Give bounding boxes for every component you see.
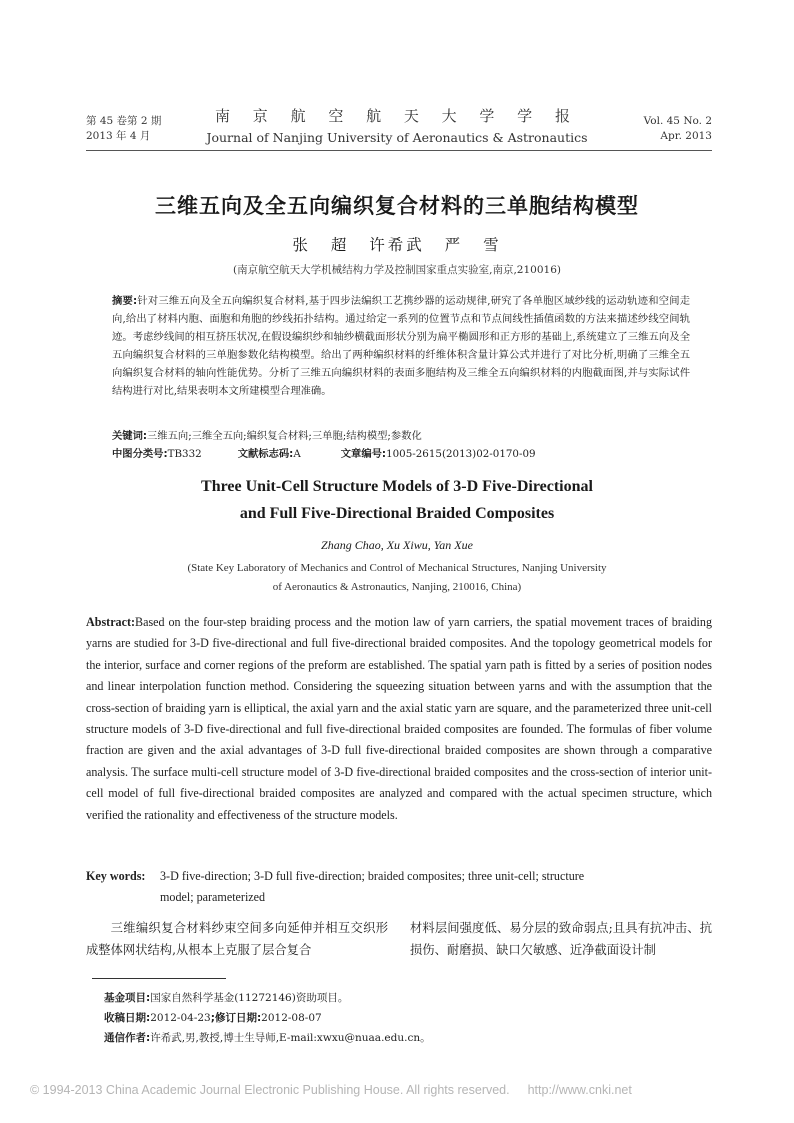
paper-title-en-line2: and Full Five-Directional Braided Composites [239,505,555,522]
abstract-cn-label: 摘要: [112,295,138,307]
footnote-corresponding [104,1028,704,1048]
keywords-cn-text: 三维五向;三维全五向;编织复合材料;三单胞;结构模型;参数化 [147,430,422,442]
keywords-en [86,866,712,909]
affiliation-en [0,559,794,597]
fund-text: 国家自然科学基金(11272146)资助项目。 [150,992,349,1004]
issue-volume: 第 45 卷第 2 期 [86,115,162,127]
paper-title-en-line1: Three Unit-Cell Structure Models of 3-D Five-Directional [201,478,593,495]
authors-cn: 张 超 许希武 严 雪 [292,236,502,254]
revised-label: ;修订日期: [210,1012,262,1024]
keywords-en-label: Key words: [86,869,146,883]
affiliation-en-line1: (State Key Laboratory of Mechanics and Control of Mechanical Structures, Nanjing University [187,562,607,574]
authors-en: Zhang Chao, Xu Xiwu, Yan Xue [321,538,473,552]
received-label: 收稿日期: [104,1012,151,1024]
abstract-en-text: Based on the four-step braiding process and the motion law of yarn carriers, the spatial movement traces of braiding yarns are studied for 3-D five-directional and full five-directional braided composites. And the topology geometrical models for the interior, surface and corner regions of the preform are established. The spatial yarn path is fitted by a series of position nodes and linear interpolation function method. Considering the squeezing situation between yarns and with the assumption that the cross-section of braiding yarn is elliptical, the axial yarn and the axial static yarn are square, and the parameterized three unit-cell structure models of 3-D five-directional and full five-directional braided composites are founded. The formulas of fiber volume fraction are given and the axial advantages of 3-D full five-directional braided composites are shown through a comparative analysis. The surface multi-cell structure model of 3-D five-directional braided composites and the cross-section of interior unit-cell model of full five-directional braided composites are analyzed and compared with the actual specimen structure, which verified the rationality and effectiveness of the structure models. [86,615,712,822]
journal-name-en: Journal of Nanjing University of Aeronautics & Astronautics [206,130,588,145]
abstract-en-label: Abstract: [86,615,136,629]
journal-masthead [200,106,594,147]
running-header-left [86,114,161,144]
cnki-link[interactable]: http://www.cnki.net [527,1083,632,1097]
abstract-en [86,612,712,826]
clc-code: TB332 [167,448,202,460]
paper-title-cn: 三维五向及全五向编织复合材料的三单胞结构模型 [155,194,639,218]
affiliation-cn: (南京航空航天大学机械结构力学及控制国家重点实验室,南京,210016) [233,264,561,276]
issue-date: 2013 年 4 月 [86,130,151,142]
fund-label: 基金项目: [104,992,151,1004]
doc-code-label: 文献标志码: [237,448,294,460]
keywords-cn [112,427,712,445]
article-no-label: 文章编号: [340,448,387,460]
footnote-dates [104,1008,704,1028]
issue-volume-en: Vol. 45 No. 2 [643,115,712,127]
paper-title-en [0,473,794,527]
abstract-cn [112,292,690,401]
issue-date-en: Apr. 2013 [660,130,712,142]
keywords-en-line1: 3-D five-direction; 3-D full five-direction; braided composites; three unit-cell; structure [160,869,585,883]
affiliation-en-line2: of Aeronautics & Astronautics, Nanjing, 210016, China) [272,581,522,593]
corr-label: 通信作者: [104,1032,151,1044]
body-column-left: 三维编织复合材料纱束空间多向延伸并相互交织形成整体网状结构,从根本上克服了层合复合 [86,921,388,957]
body-column-right: 材料层间强度低、易分层的致命弱点;且具有抗冲击、抗损伤、耐磨损、缺口欠敏感、近净截面设计制 [410,921,712,957]
doc-code: A [293,448,301,460]
corr-text: 许希武,男,教授,博士生导师,E-mail:xwxu@nuaa.edu.cn。 [150,1032,431,1044]
classification-line [112,445,712,463]
journal-name-cn: 南 京 航 空 航 天 大 学 学 报 [215,107,579,125]
revised-date: 2012-08-07 [261,1012,322,1024]
footnotes [104,988,704,1048]
received-date: 2012-04-23 [150,1012,211,1024]
header-divider [86,150,712,151]
running-header-right [644,114,712,144]
keywords-cn-label: 关键词: [112,430,148,442]
copyright-text: © 1994-2013 China Academic Journal Electronic Publishing House. All rights reserved. [30,1083,510,1097]
article-no: 1005-2615(2013)02-0170-09 [386,448,536,460]
clc-label: 中图分类号: [112,448,168,460]
abstract-cn-text: 针对三维五向及全五向编织复合材料,基于四步法编织工艺携纱器的运动规律,研究了各单胞区域纱线的运动轨迹和空间走向,给出了材料内胞、面胞和角胞的纱线拓扑结构。通过给定一系列的位置节点和节点间线性插值函数的方法来描述纱线空间轨迹。考虑纱线间的相互挤压状况,在假设编织纱和轴纱横截面形状分别为扁平椭圆形和正方形的基础上,系统建立了三维五向及全五向编织复合材料的三单胞参数化结构模型。给出了两种编织材料的纤维体积含量计算公式并进行了对比分析,明确了三维全五向编织复合材料的轴向性能优势。分析了三维五向编织材料的表面多胞结构及三维全五向编织材料的内胞截面图,并与实际试件结构进行对比,结果表明本文所建模型合理准确。 [112,295,690,398]
footnote-divider [92,978,226,979]
copyright-watermark [30,1083,632,1097]
keywords-en-line2: model; parameterized [160,890,266,905]
footnote-fund [104,988,704,1008]
